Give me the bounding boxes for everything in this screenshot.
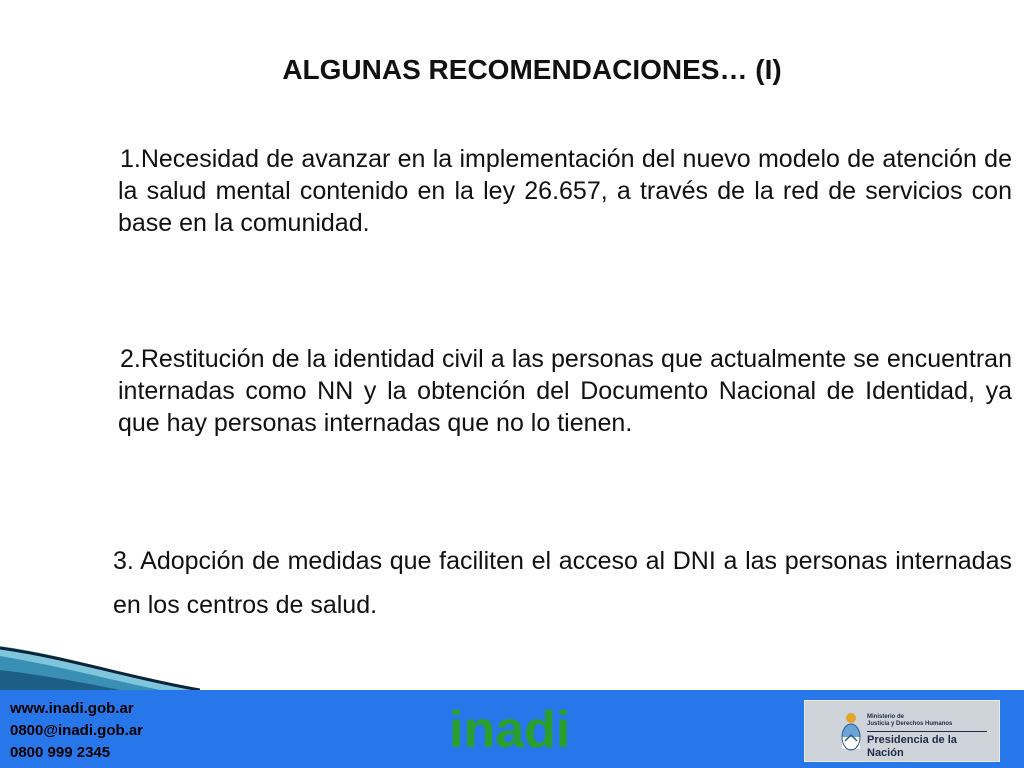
recommendation-3: 3. Adopción de medidas que faciliten el acceso al DNI a las personas internadas en los centros de salud. (113, 547, 1012, 619)
phone-number: 0800 999 2345 (10, 744, 111, 761)
slide-title: ALGUNAS RECOMENDACIONES… (I) (282, 54, 782, 85)
government-logo-text (867, 714, 987, 760)
contact-info (10, 698, 143, 764)
presidency-label: Presidencia de la Nación (867, 731, 987, 760)
decorative-swoosh (0, 640, 200, 692)
recommendation-2: 2.Restitución de la identidad civil a las personas que actualmente se encuentran internadas como NN y la obtención del Documento Nacional de Identidad, ya que hay personas internadas que no lo tienen. (118, 345, 1012, 437)
ministry-name: Justicia y Derechos Humanos (867, 721, 953, 727)
coat-of-arms-icon (841, 711, 861, 753)
ministry-label: Ministerio de (867, 714, 905, 720)
recommendation-1: 1.Necesidad de avanzar en la implementación del nuevo modelo de atención de la salud mental contenido en la ley 26.657, a través de la red de servicios con base en la comunidad. (118, 145, 1012, 237)
government-logo (804, 700, 1000, 762)
website-link[interactable]: www.inadi.gob.ar (10, 700, 134, 717)
inadi-logo: inadi (449, 701, 571, 759)
email-link[interactable]: 0800@inadi.gob.ar (10, 722, 144, 739)
